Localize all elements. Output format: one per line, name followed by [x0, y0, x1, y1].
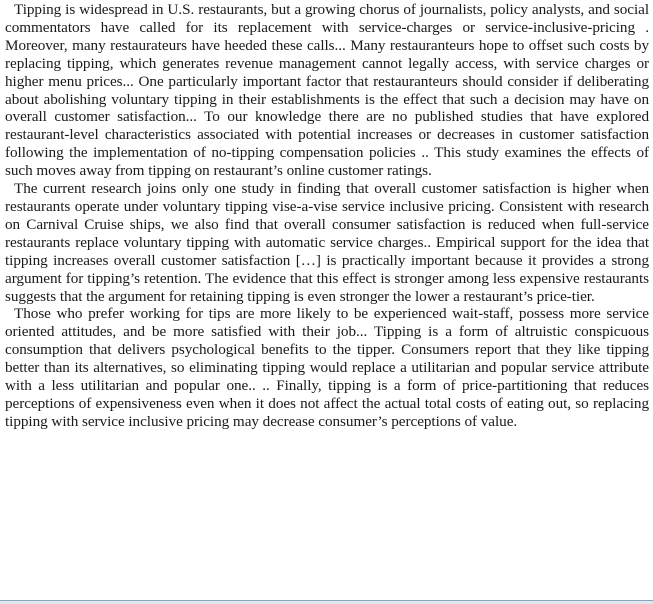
paragraph-intro: Tipping is widespread in U.S. restaurants, but a growing chorus of journalists, policy analysts, and social commentators have called for its replacement with service-charges or service-inclusive-pricing . Moreover, many restaurateurs have heeded these calls... Many restauranteurs hope to offset such costs by replacing tipping, which generates revenue management cannot legally access, with service charges or higher menu prices... One particularly important factor that restauranteurs should consider if deliberating about abolishing voluntary tipping in their establishments is the effect that such a decision may have on overall customer satisfaction... To our knowledge there are no published studies that have explored restaurant-level characteristics associated with potential increases or decreases in customer satisfaction following the implementation of no-tipping compensation policies .. This study examines the effects of such moves away from tipping on restaurant’s online customer ratings. [5, 1, 649, 180]
paragraph-reasons: Those who prefer working for tips are more likely to be experienced wait-staff, possess more service oriented attitudes, and be more satisfied with their job... Tipping is a form of altruistic conspicuous consumption that delivers psychological benefits to the tipper. Consumers report that they like tipping better than its alternatives, so eliminating tipping would replace a utilitarian and popular service attribute with a less utilitarian and popular one.. .. Finally, tipping is a form of price-partitioning that reduces perceptions of expensiveness even when it does not affect the actual total costs of eating out, so replacing tipping with service inclusive pricing may decrease consumer’s perceptions of value. [5, 305, 649, 430]
paragraph-findings: The current research joins only one study in finding that overall customer satisfaction is higher when restaurants operate under voluntary tipping vise-a-vise service inclusive pricing. Consistent with research on Carnival Cruise ships, we also find that overall consumer satisfaction is reduced when full-service restaurants replace voluntary tipping with automatic service charges.. Empirical support for the idea that tipping increases overall customer satisfaction […] is practically important because it provides a strong argument for tipping’s retention. The evidence that this effect is stronger among less expensive restaurants suggests that the argument for retaining tipping is even stronger the lower a restaurant’s price-tier. [5, 180, 649, 305]
